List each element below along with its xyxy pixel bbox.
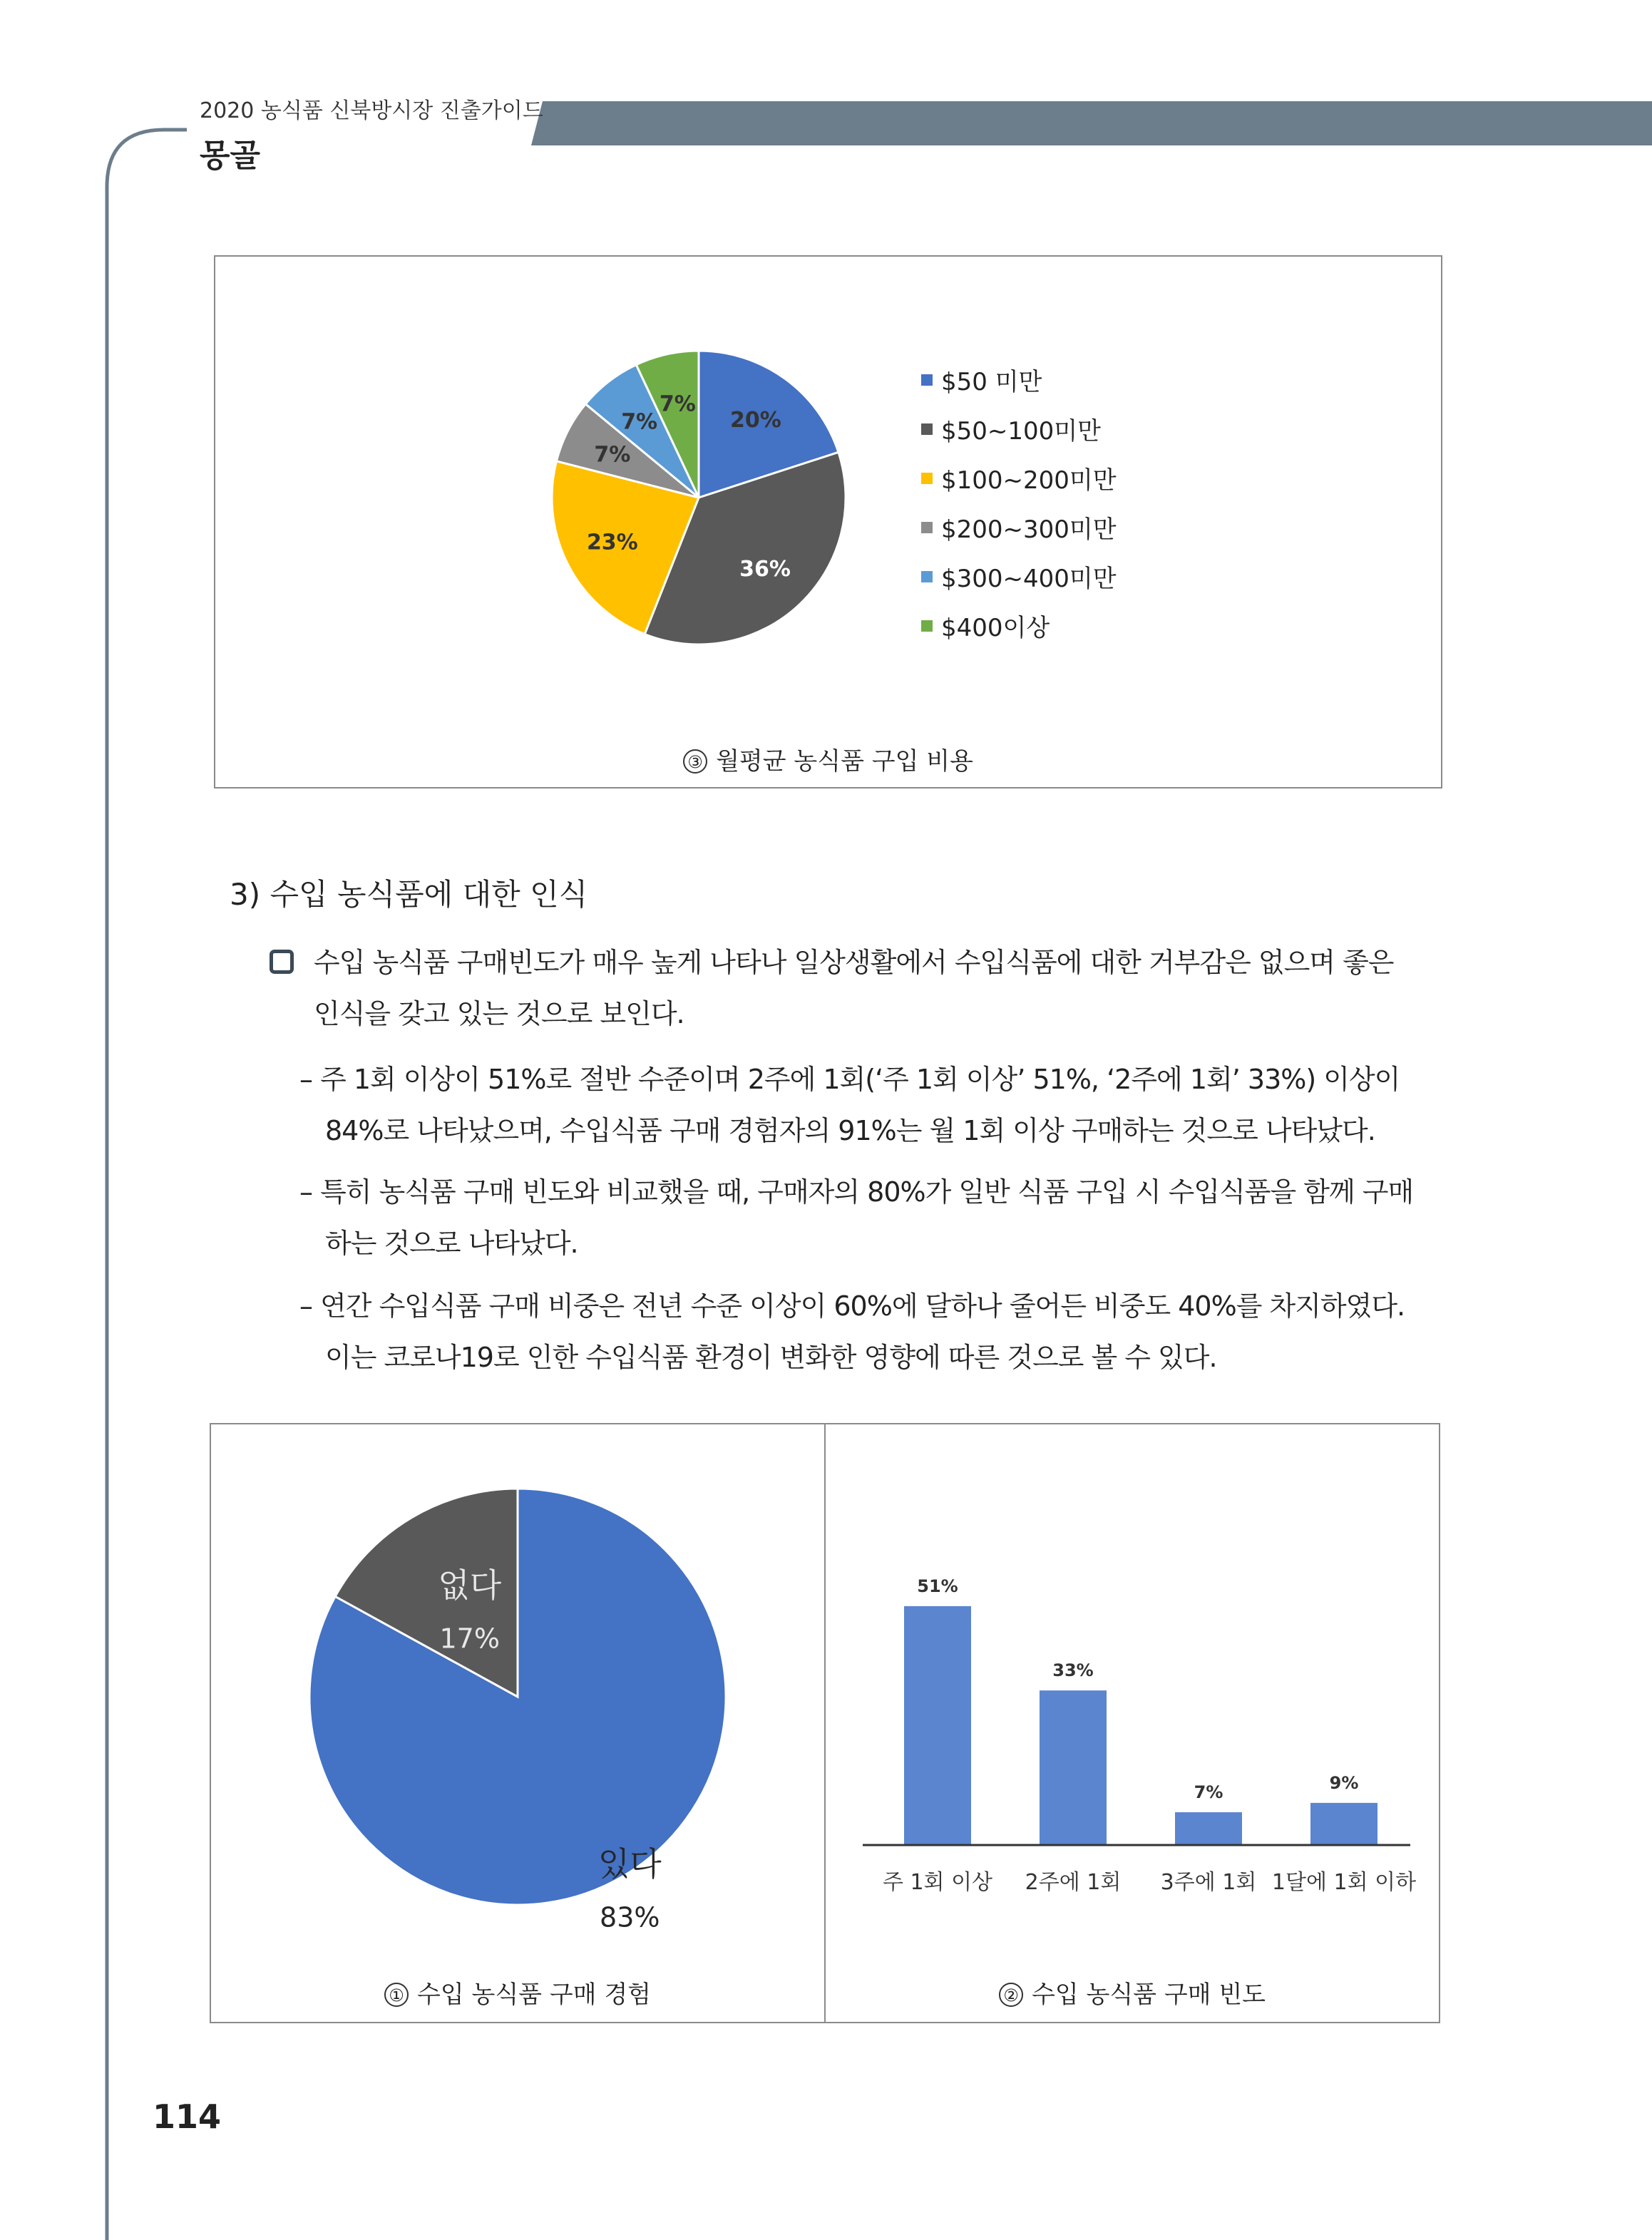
caption-purchase-frequency xyxy=(824,1975,1440,2010)
pie-data-label: 7% xyxy=(621,409,658,435)
legend-swatch xyxy=(921,423,933,435)
bar-category-label: 2주에 1회 xyxy=(1025,1870,1122,1895)
bar-category-label: 3주에 1회 xyxy=(1160,1870,1257,1895)
caption-number: ① xyxy=(384,1983,409,2007)
legend-item xyxy=(921,411,1101,446)
dash-item-1-line-2: 84%로 나타났으며, 수입식품 구매 경험자의 91%는 월 1회 이상 구매하는 것으로 나타났다. xyxy=(325,1115,1375,1146)
pie-data-label: 7% xyxy=(659,391,696,417)
legend-item xyxy=(921,461,1117,495)
bar xyxy=(904,1606,971,1845)
pie-chart-purchase-experience xyxy=(304,1483,732,1933)
legend-item xyxy=(921,362,1042,397)
pie-data-label: 36% xyxy=(739,557,791,582)
section-title: 3) 수입 농식품에 대한 인식 xyxy=(230,877,588,912)
legend-swatch xyxy=(921,620,933,632)
bar-category-label: 1달에 1회 이하 xyxy=(1271,1870,1417,1895)
caption-purchase-experience xyxy=(210,1975,826,2010)
caption-text: 월평균 농식품 구입 비용 xyxy=(716,747,973,776)
legend-label: $50 미만 xyxy=(941,368,1042,396)
header-subtitle: 2020 농식품 신북방시장 진출가이드 xyxy=(200,98,543,123)
legend-label: $100~200미만 xyxy=(941,466,1117,495)
header-bar xyxy=(531,101,1652,145)
bar-data-label: 9% xyxy=(1329,1772,1359,1793)
legend-swatch xyxy=(921,374,933,386)
pie-data-label: 7% xyxy=(594,442,631,468)
bar-data-label: 51% xyxy=(917,1576,958,1596)
pie-data-label: 23% xyxy=(586,530,638,555)
caption-monthly-spend xyxy=(214,741,1442,776)
bar xyxy=(1175,1812,1242,1845)
pie-data-label: 20% xyxy=(730,408,781,433)
bar xyxy=(1310,1803,1377,1845)
pie-data-label: 83% xyxy=(600,1901,660,1933)
pie-category-label: 있다 xyxy=(597,1844,662,1884)
pie-category-label: 없다 xyxy=(438,1566,502,1605)
dash-item-3-line-1: – 연간 수입식품 구매 비중은 전년 수준 이상이 60%에 달하나 줄어든 비중도 40%를 차지하였다. xyxy=(299,1290,1405,1322)
caption-text: 수입 농식품 구매 경험 xyxy=(416,1980,652,2009)
dash-item-3-line-2: 이는 코로나19로 인한 수입식품 환경이 변화한 영향에 따른 것으로 볼 수 있다. xyxy=(325,1342,1217,1373)
legend-swatch xyxy=(921,571,933,582)
bar-data-label: 7% xyxy=(1194,1782,1223,1803)
caption-text: 수입 농식품 구매 빈도 xyxy=(1031,1980,1266,2009)
legend-label: $50~100미만 xyxy=(941,417,1101,446)
legend-swatch xyxy=(921,473,933,484)
legend-label: $200~300미만 xyxy=(941,515,1117,544)
bullet-line-1: 수입 농식품 구매빈도가 매우 높게 나타나 일상생활에서 수입식품에 대한 거부감은 없으며 좋은 xyxy=(314,947,1394,978)
bullet-line-2: 인식을 갖고 있는 것으로 보인다. xyxy=(314,998,684,1029)
pie-chart-monthly-spend xyxy=(542,341,856,654)
caption-number: ③ xyxy=(683,749,707,774)
legend-item xyxy=(921,608,1050,643)
pie-data-label: 17% xyxy=(439,1623,500,1655)
dash-item-2-line-1: – 특히 농식품 구매 빈도와 비교했을 때, 구매자의 80%가 일반 식품 구입 시 수입식품을 함께 구매 xyxy=(299,1176,1414,1208)
bar-data-label: 33% xyxy=(1052,1660,1094,1681)
legend-label: $400이상 xyxy=(941,614,1050,642)
header-country-title: 몽골 xyxy=(200,138,261,174)
caption-number: ② xyxy=(999,1983,1023,2007)
legend-item xyxy=(921,510,1117,545)
dash-item-1-line-1: – 주 1회 이상이 51%로 절반 수준이며 2주에 1회(‘주 1회 이상’ 51%, ‘2주에 1회’ 33%) 이상이 xyxy=(299,1064,1400,1095)
legend-label: $300~400미만 xyxy=(941,565,1117,593)
legend-item xyxy=(921,559,1117,594)
bar-category-label: 주 1회 이상 xyxy=(882,1870,993,1895)
page-number: 114 xyxy=(153,2097,222,2136)
checkbox-bullet-icon xyxy=(270,950,294,974)
bar xyxy=(1040,1690,1107,1845)
bar-chart-purchase-frequency xyxy=(841,1511,1426,1911)
dash-item-2-line-2: 하는 것으로 나타났다. xyxy=(325,1228,578,1259)
legend-swatch xyxy=(921,522,933,533)
